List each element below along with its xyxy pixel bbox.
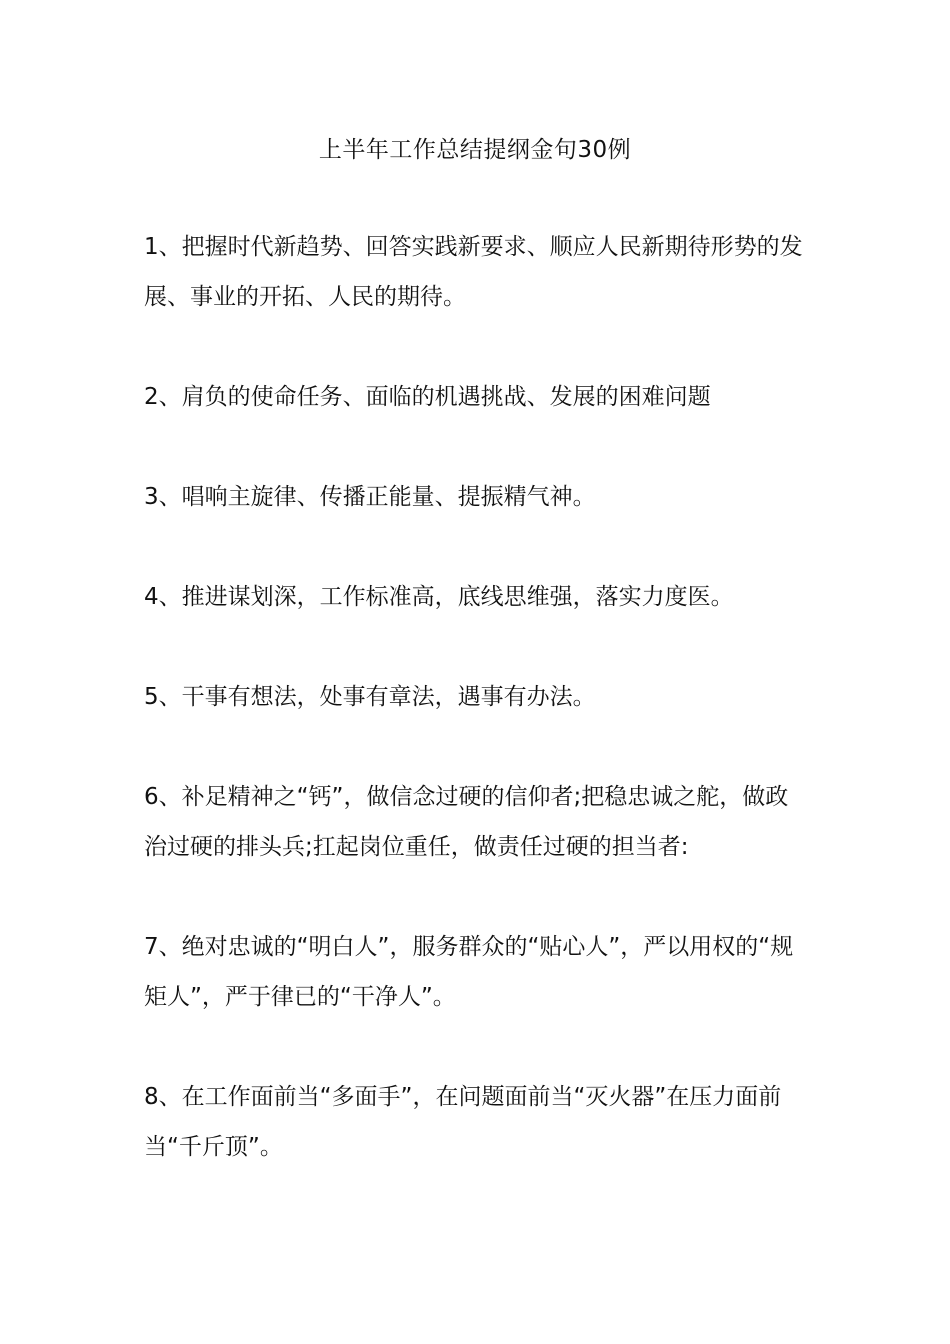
document-title: 上半年工作总结提纲金句30例 [318, 137, 632, 163]
list-item [144, 372, 809, 422]
list-item [144, 922, 809, 1022]
list-item-text: 7、绝对忠诚的“明白人”，服务群众的“贴心人”，严以用权的“规矩人”，严于律已的“干净人”。 [144, 934, 794, 1010]
list-item [144, 1072, 809, 1172]
list-item-text: 5、干事有想法，处事有章法，遇事有办法。 [144, 684, 596, 710]
list-item [144, 572, 809, 622]
list-item [144, 222, 809, 322]
document-body [144, 222, 809, 1222]
list-item-text: 8、在工作面前当“多面手”，在问题面前当“灭火器”在压力面前当“千斤顶”。 [144, 1084, 782, 1160]
list-item [144, 472, 809, 522]
list-item-text: 4、推进谋划深，工作标准高，底线思维强，落实力度医。 [144, 584, 734, 610]
list-item-text: 2、肩负的使命任务、面临的机遇挑战、发展的困难问题 [144, 384, 711, 410]
list-item-text: 3、唱响主旋律、传播正能量、提振精气神。 [144, 484, 596, 510]
list-item-text: 1、把握时代新趋势、回答实践新要求、顺应人民新期待形势的发展、事业的开拓、人民的期待。 [144, 234, 803, 310]
list-item [144, 772, 809, 872]
list-item [144, 672, 809, 722]
list-item-text: 6、补足精神之“钙”，做信念过硬的信仰者;把稳忠诚之舵，做政治过硬的排头兵;扛起岗位重任，做责任过硬的担当者: [144, 784, 789, 860]
